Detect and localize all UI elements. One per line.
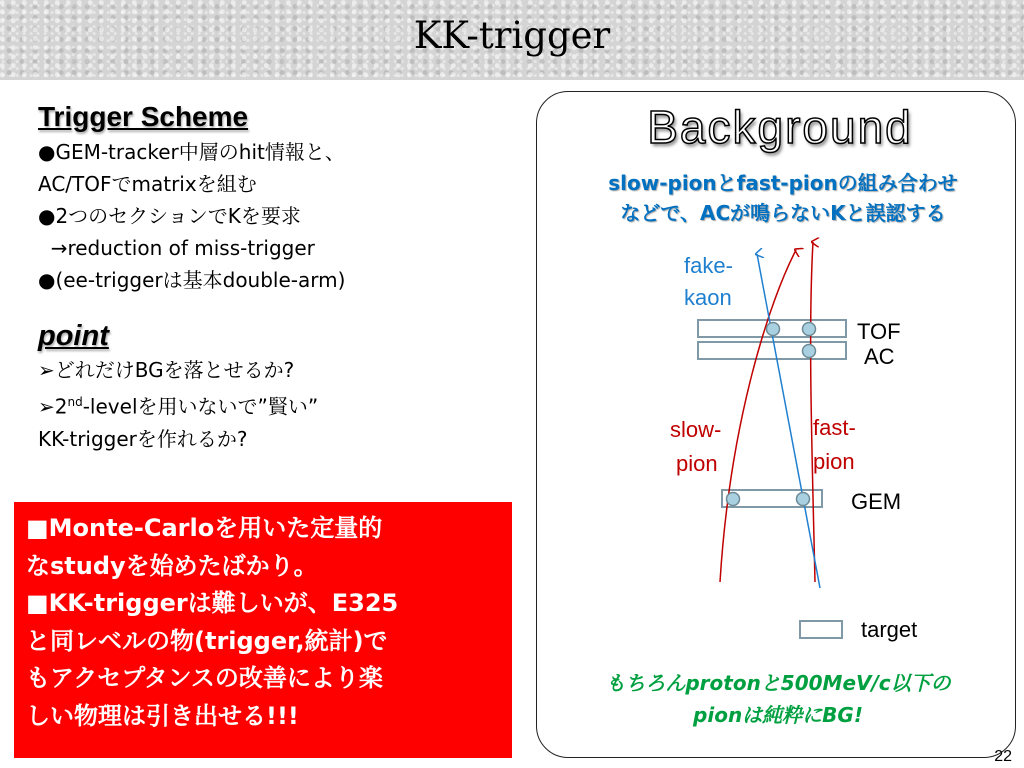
gem-label: GEM — [851, 489, 902, 514]
point-heading: point — [38, 320, 109, 352]
slow-pion-label-1: slow- — [670, 417, 722, 442]
summary-line-1: ■Monte-Carloを用いた定量的 — [26, 514, 383, 542]
scheme-line-3: ●2つのセクションでKを要求 — [38, 204, 301, 228]
slow-pion-label-2: pion — [676, 451, 718, 476]
point-line-3: KK-triggerを作れるか? — [38, 426, 248, 451]
fast-pion-label-1: fast- — [813, 415, 856, 440]
ac-hit — [803, 345, 816, 358]
summary-line-3: ■KK-triggerは難しいが、E325 — [26, 589, 399, 617]
target-box — [800, 621, 842, 638]
scheme-line-2: AC/TOFでmatrixを組む — [38, 172, 257, 196]
point-line-2-prefix: ➢2 — [38, 394, 68, 419]
point-line-2-rest: -levelを用いないで”賢い” — [82, 394, 319, 419]
scheme-line-1: ●GEM-tracker中層のhit情報と、 — [38, 140, 345, 164]
fake-kaon-label-2: kaon — [684, 285, 732, 310]
summary-line-5: もアクセプタンスの改善により楽 — [26, 664, 383, 692]
slide-title: KK-trigger — [413, 14, 611, 57]
fast-pion-label-2: pion — [813, 449, 855, 474]
summary-line-2: なstudyを始めたばかり。 — [26, 551, 318, 580]
scheme-line-5: ●(ee-triggerは基本double-arm) — [38, 268, 346, 292]
tof-hit-1 — [767, 323, 780, 336]
gem-hit-1 — [727, 493, 740, 506]
ac-detector — [698, 342, 846, 359]
tof-hit-2 — [803, 323, 816, 336]
tof-label: TOF — [857, 319, 901, 344]
fast-pion-track — [811, 242, 815, 582]
background-desc-line-2: などで、ACが鳴らないKと誤認する — [620, 201, 946, 225]
background-title: Background — [647, 101, 913, 153]
summary-line-6: しい物理は引き出せる!!! — [26, 701, 299, 730]
point-line-1: ➢どれだけBGを落とせるか? — [38, 358, 295, 382]
point-line-2-sup: nd — [67, 395, 83, 409]
page-number: 22 — [994, 748, 1012, 765]
summary-line-4: と同レベルの物(trigger,統計)で — [26, 626, 388, 655]
trigger-scheme-heading: Trigger Scheme — [38, 101, 249, 132]
fake-kaon-label-1: fake- — [684, 253, 733, 278]
background-desc-line-1: slow-pionとfast-pionの組み合わせ — [608, 171, 958, 195]
ac-label: AC — [864, 344, 895, 369]
scheme-line-4: →reduction of miss-trigger — [38, 236, 315, 260]
background-note-line-2: pionは純粋にBG! — [693, 703, 863, 727]
background-note-line-1: もちろんprotonと500MeV/c以下の — [605, 671, 951, 695]
target-label: target — [861, 617, 918, 642]
gem-hit-2 — [797, 493, 810, 506]
